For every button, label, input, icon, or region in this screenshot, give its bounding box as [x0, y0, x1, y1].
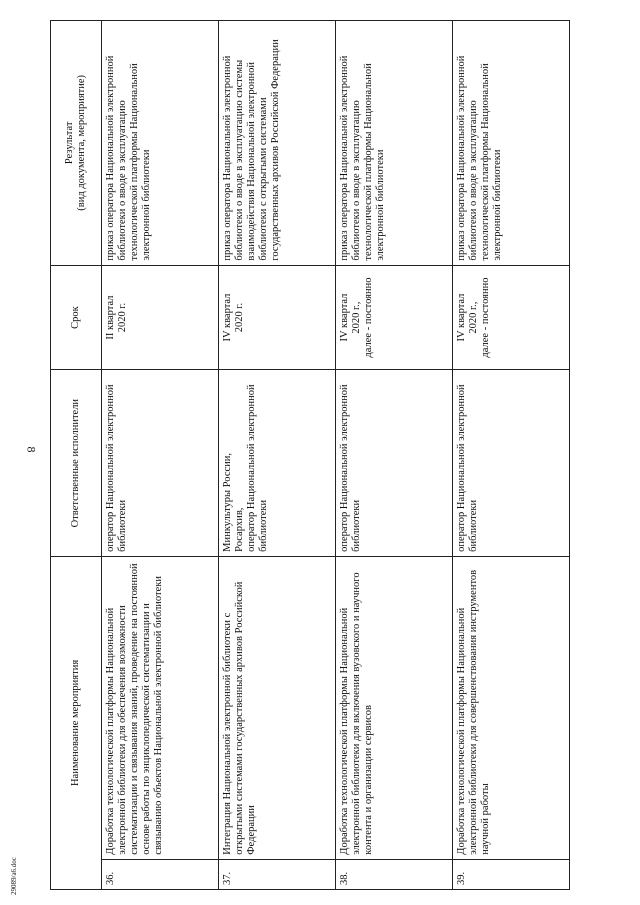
table-row — [102, 21, 219, 890]
row-result: приказ оператора Национальной электронной библиотеки о вводе в эксплуатацию системы взаимодействия Национальной электронной библиотеки с открытыми системами государственных архивов Российской Федерации — [219, 21, 336, 266]
row-number: 37. — [219, 859, 336, 889]
row-result: приказ оператора Национальной электронной библиотеки о вводе в эксплуатацию технологической платформы Национальной электронной библиотеки — [453, 21, 570, 266]
table-row — [336, 21, 453, 890]
row-result: приказ оператора Национальной электронной библиотеки о вводе в эксплуатацию технологической платформы Национальной электронной библиотеки — [336, 21, 453, 266]
row-name: Доработка технологической платформы Национальной электронной библиотеки для включения вузовского и научного контента и организации сервисов — [336, 556, 453, 859]
measures-table-sheet — [50, 20, 610, 890]
row-executors: оператор Национальной электронной библиотеки — [453, 370, 570, 556]
measures-table — [50, 20, 570, 890]
row-executors: Минкультуры России, Росархив, оператор Национальной электронной библиотеки — [219, 370, 336, 556]
row-result: приказ оператора Национальной электронной библиотеки о вводе в эксплуатацию технологической платформы Национальной электронной библиотеки — [102, 21, 219, 266]
row-term: IV квартал 2020 г., далее - постоянно — [336, 265, 453, 370]
footer-code: 29089/а6.doc — [10, 857, 18, 895]
header-result: Результат (вид документа, мероприятие) — [51, 21, 102, 266]
header-term: Срок — [51, 265, 102, 370]
header-name: Наименование мероприятия — [51, 556, 102, 889]
row-executors: оператор Национальной электронной библиотеки — [336, 370, 453, 556]
row-term: IV квартал 2020 г., далее - постоянно — [453, 265, 570, 370]
row-number: 36. — [102, 859, 219, 889]
header-executors: Ответственные исполнители — [51, 370, 102, 556]
table-header-row — [51, 21, 102, 890]
row-executors: оператор Национальной электронной библиотеки — [102, 370, 219, 556]
page-number: 8 — [24, 446, 39, 453]
table-row — [219, 21, 336, 890]
row-name: Доработка технологической платформы Национальной электронной библиотеки для совершенствования инструментов научной работы — [453, 556, 570, 859]
row-number: 38. — [336, 859, 453, 889]
row-term: II квартал 2020 г. — [102, 265, 219, 370]
row-name: Интеграция Национальной электронной библиотеки с открытыми системами государственных архивов Российской Федерации — [219, 556, 336, 859]
row-name: Доработка технологической платформы Национальной электронной библиотеки для обеспечения возможности систематизации и связывания знаний, проведение на постоянной основе работы по энциклопедической систематизации и связыванию объектов Национальной электронной библиотеки — [102, 556, 219, 859]
table-row — [453, 21, 570, 890]
row-number: 39. — [453, 859, 570, 889]
row-term: IV квартал 2020 г. — [219, 265, 336, 370]
